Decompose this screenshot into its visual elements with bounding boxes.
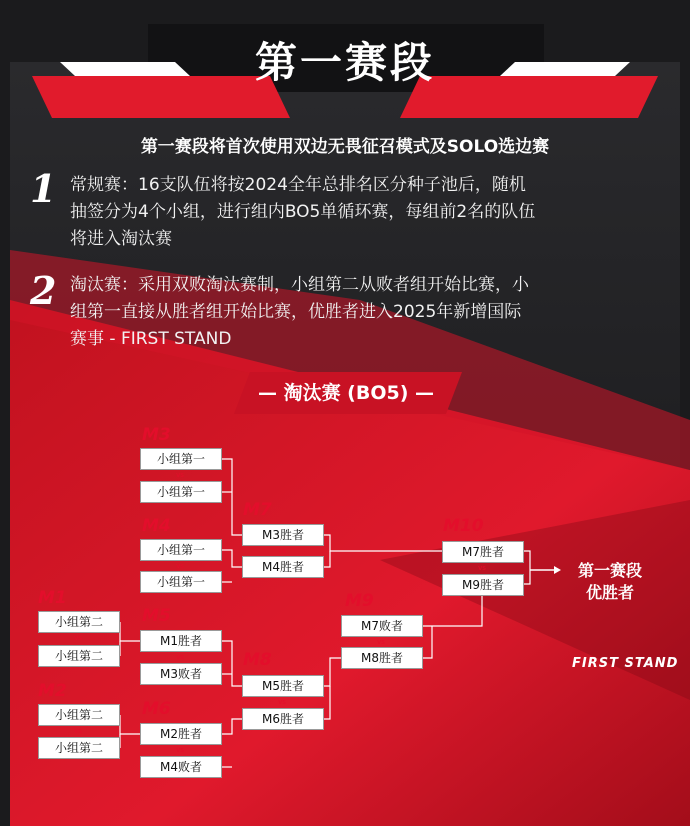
intro-text: 第一赛段将首次使用双边无畏征召模式及SOLO选边赛 xyxy=(140,137,550,157)
match-label-m3: M3 xyxy=(142,425,171,445)
rule-2-line-3: 赛事 - FIRST STAND xyxy=(70,329,232,349)
m9-vs: vs xyxy=(377,638,385,646)
rule-1-line-3: 将进入淘汰赛 xyxy=(70,229,172,249)
m3-team-a: 小组第一 xyxy=(140,448,222,470)
rule-1-line-1: 常规赛：16支队伍将按2024全年总排名区分种子池后，随机 xyxy=(70,175,526,195)
rule-number-2: 2 xyxy=(30,268,57,313)
m8-team-b: M6胜者 xyxy=(242,708,324,730)
m4-vs: vs xyxy=(176,562,184,570)
match-label-m2: M2 xyxy=(38,681,67,701)
m6-vs: vs xyxy=(176,746,184,754)
m8-vs: vs xyxy=(278,698,286,706)
m1-team-a: 小组第二 xyxy=(38,611,120,633)
m1-vs: vs xyxy=(74,634,82,642)
rule-1-line-2: 抽签分为4个小组，进行组内BO5单循环赛，每组前2名的队伍 xyxy=(70,202,536,222)
m5-team-b: M3败者 xyxy=(140,663,222,685)
match-label-m8: M8 xyxy=(243,650,272,670)
match-label-m6: M6 xyxy=(142,699,171,719)
champion-label xyxy=(560,560,660,604)
m1-team-b: 小组第二 xyxy=(38,645,120,667)
champion-label-line-2: 优胜者 xyxy=(585,583,634,602)
first-stand-logo: FIRST STAND xyxy=(572,656,679,671)
m2-vs: vs xyxy=(74,727,82,735)
match-label-m10: M10 xyxy=(443,516,484,536)
match-label-m5: M5 xyxy=(142,606,171,626)
m9-team-a: M7败者 xyxy=(341,615,423,637)
rule-2-line-2: 组第一直接从胜者组开始比赛，优胜者进入2025年新增国际 xyxy=(70,302,522,322)
m6-team-b: M4败者 xyxy=(140,756,222,778)
m5-vs: vs xyxy=(176,653,184,661)
rule-2-line-1: 淘汰赛：采用双败淘汰赛制，小组第二从败者组开始比赛，小 xyxy=(70,275,529,295)
knockout-title: — 淘汰赛 (BO5) — xyxy=(257,382,435,404)
m2-team-a: 小组第二 xyxy=(38,704,120,726)
m3-team-b: 小组第一 xyxy=(140,481,222,503)
m6-team-a: M2胜者 xyxy=(140,723,222,745)
m7-vs: vs xyxy=(278,547,286,555)
m4-team-a: 小组第一 xyxy=(140,539,222,561)
match-label-m7: M7 xyxy=(243,500,272,520)
rule-number-1: 1 xyxy=(30,166,57,211)
m9-team-b: M8胜者 xyxy=(341,647,423,669)
m10-vs: vs xyxy=(478,564,486,572)
m4-team-b: 小组第一 xyxy=(140,571,222,593)
m3-vs: vs xyxy=(176,471,184,479)
page-title: 第一赛段 xyxy=(254,38,435,87)
match-label-m9: M9 xyxy=(345,591,374,611)
m5-team-a: M1胜者 xyxy=(140,630,222,652)
m8-team-a: M5胜者 xyxy=(242,675,324,697)
champion-label-line-1: 第一赛段 xyxy=(577,561,642,580)
match-label-m4: M4 xyxy=(142,516,171,536)
m10-team-b: M9胜者 xyxy=(442,574,524,596)
m7-team-a: M3胜者 xyxy=(242,524,324,546)
m7-team-b: M4胜者 xyxy=(242,556,324,578)
match-label-m1: M1 xyxy=(38,588,67,608)
m2-team-b: 小组第二 xyxy=(38,737,120,759)
m10-team-a: M7胜者 xyxy=(442,541,524,563)
